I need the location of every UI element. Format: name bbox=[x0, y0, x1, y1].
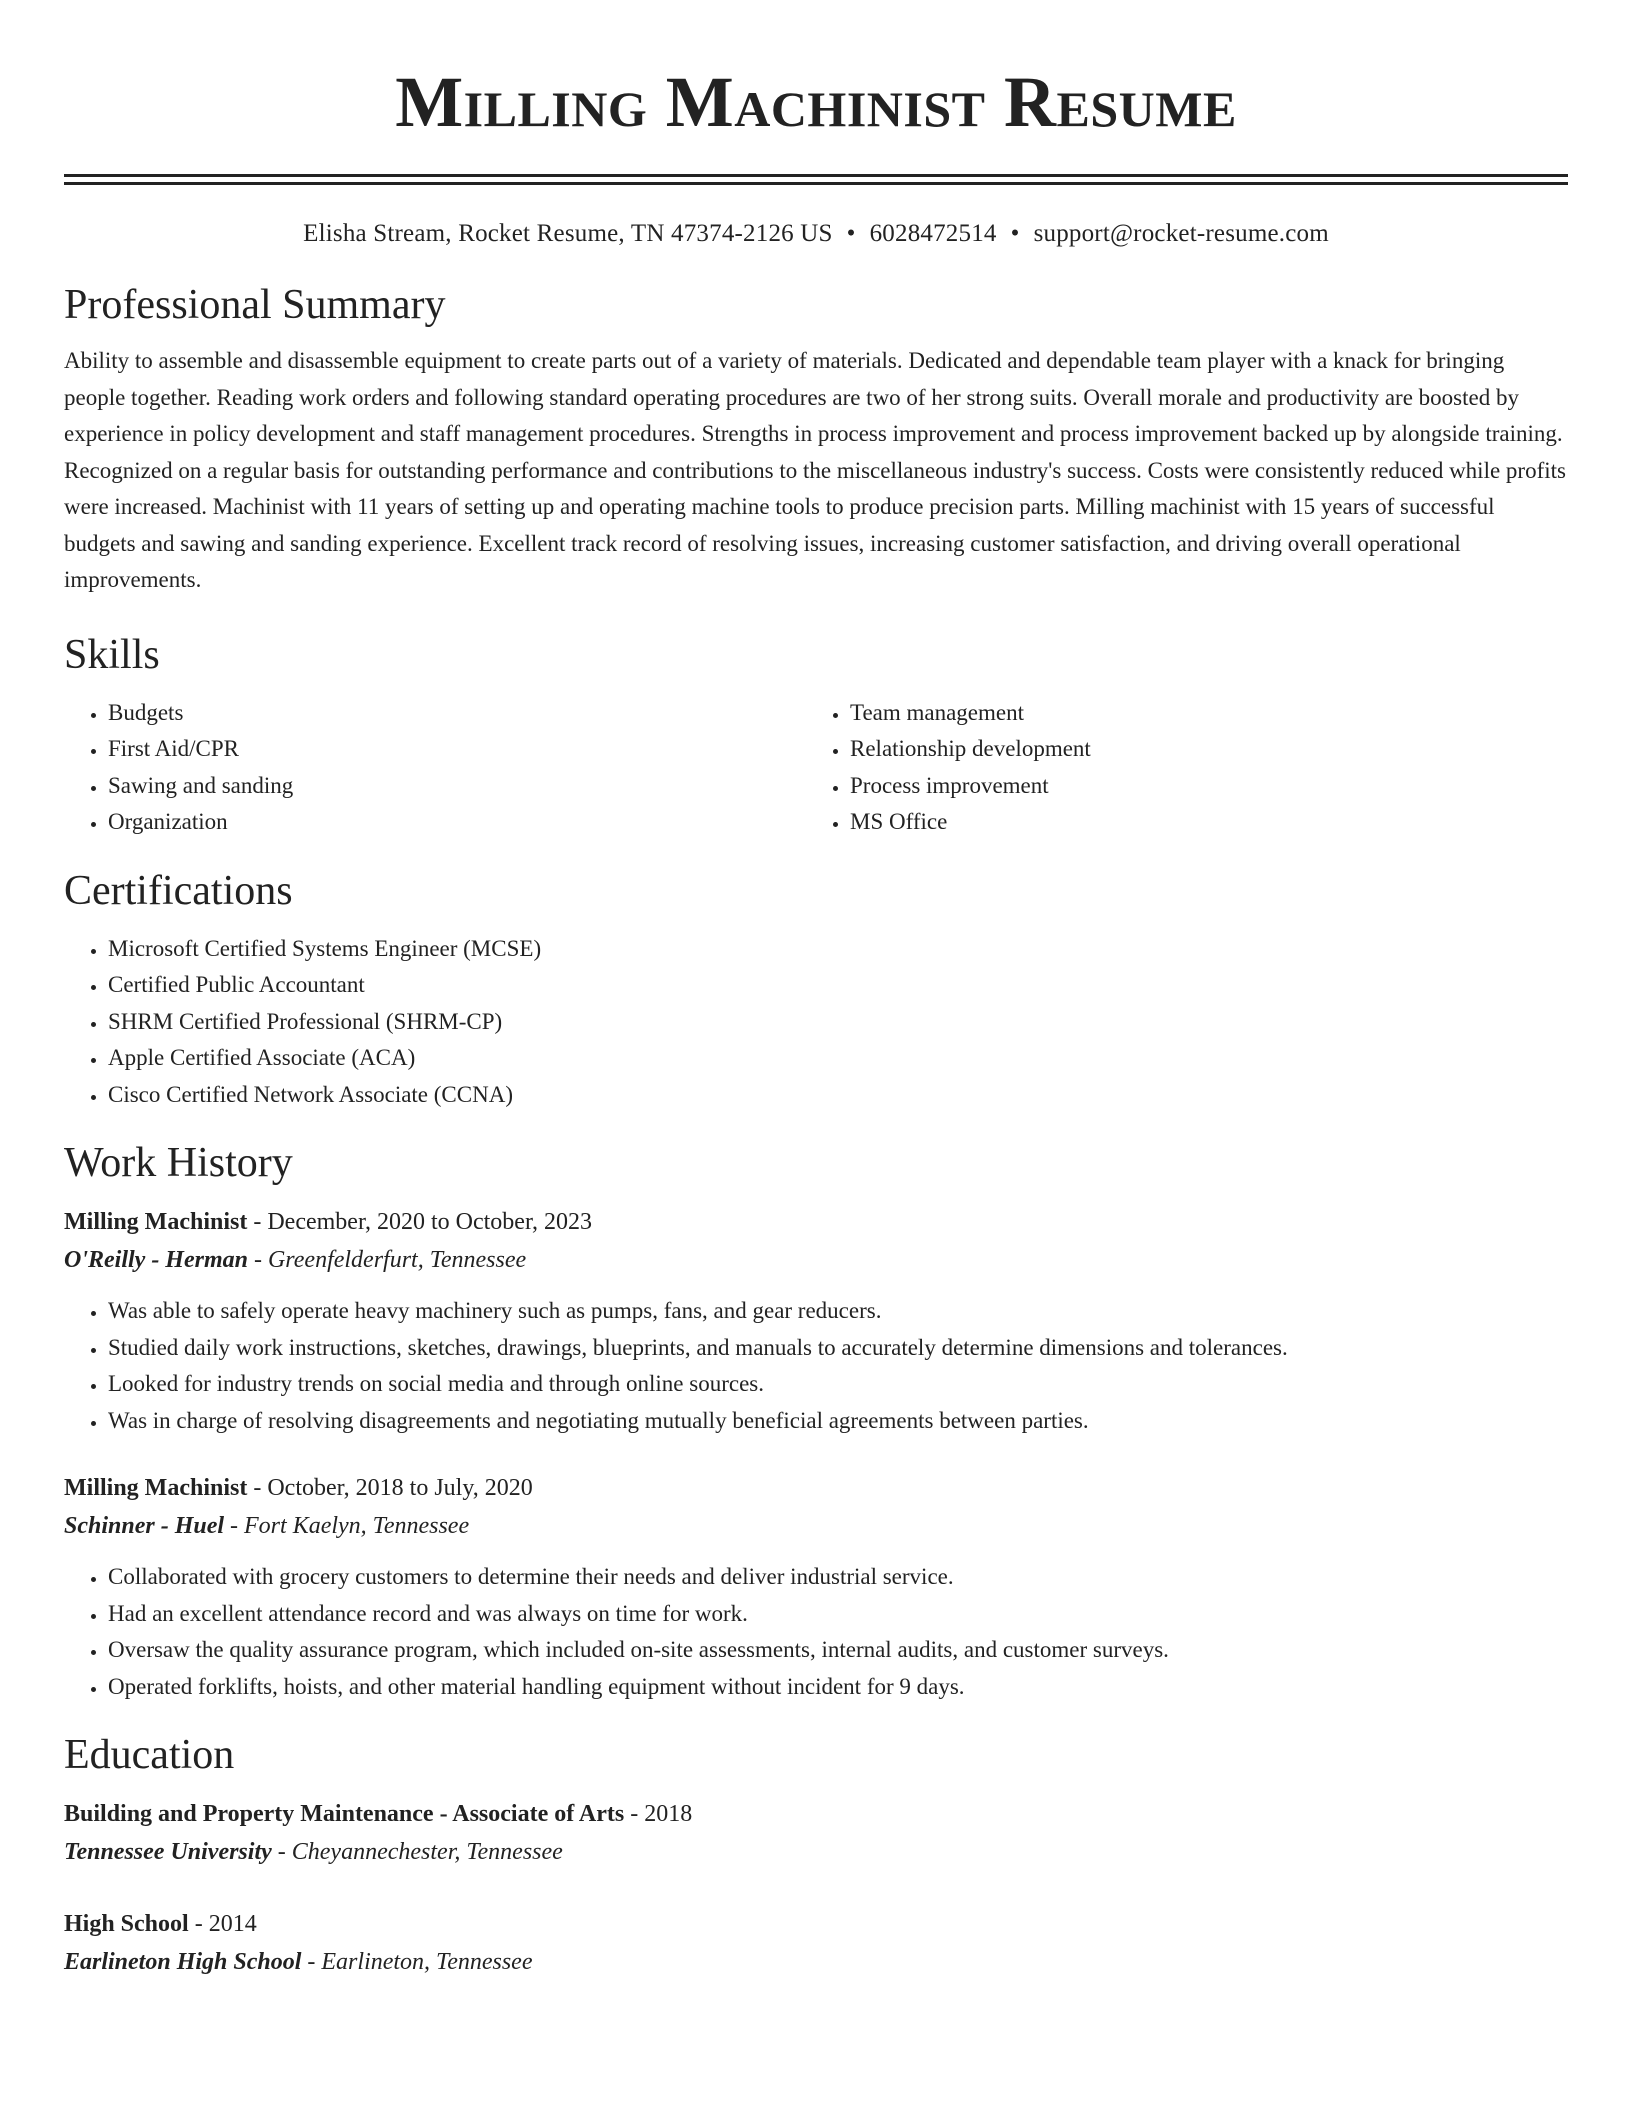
certification-item: • Cisco Certified Network Associate (CCNA) bbox=[108, 1077, 1568, 1114]
education-year: - 2014 bbox=[188, 1911, 257, 1937]
summary-heading: Professional Summary bbox=[64, 282, 446, 328]
education-location: - Earlineton, Tennessee bbox=[301, 1949, 533, 1975]
certification-item: • Microsoft Certified Systems Engineer (MCSE) bbox=[108, 931, 1568, 968]
job-dates: - October, 2018 to July, 2020 bbox=[247, 1475, 533, 1501]
skills-list-left bbox=[64, 695, 806, 841]
skill-item: • Sawing and sanding bbox=[108, 768, 806, 805]
education-school: Tennessee University bbox=[64, 1839, 272, 1865]
certifications-heading: Certifications bbox=[64, 867, 293, 914]
job-company-line bbox=[64, 1507, 1568, 1545]
job-company: Schinner - Huel bbox=[64, 1513, 225, 1539]
education-location: - Cheyannechester, Tennessee bbox=[271, 1839, 563, 1865]
job-bullets bbox=[64, 1559, 1568, 1705]
skills-grid bbox=[64, 695, 1568, 841]
certifications-list bbox=[64, 931, 1568, 1114]
education-degree: High School bbox=[64, 1911, 189, 1937]
contact-line bbox=[64, 217, 1568, 251]
education-school: Earlineton High School bbox=[64, 1949, 302, 1975]
job-location: - Fort Kaelyn, Tennessee bbox=[224, 1513, 470, 1539]
job-location: - Greenfelderfurt, Tennessee bbox=[247, 1247, 527, 1273]
skill-item: • Relationship development bbox=[850, 731, 1548, 768]
title-double-rule bbox=[64, 174, 1568, 185]
job-company-line bbox=[64, 1241, 1568, 1279]
job-title-line bbox=[64, 1469, 1568, 1507]
job-title-line bbox=[64, 1203, 1568, 1241]
skill-item: • MS Office bbox=[850, 804, 1548, 841]
job-bullet: • Oversaw the quality assurance program, which included on-site assessments, internal audits, and customer surveys. bbox=[108, 1632, 1568, 1669]
summary-section bbox=[64, 279, 1568, 599]
job-bullets bbox=[64, 1293, 1568, 1439]
job-bullet: • Looked for industry trends on social media and through online sources. bbox=[108, 1366, 1568, 1403]
contact-address: Elisha Stream, Rocket Resume, TN 47374-2126 US bbox=[303, 220, 833, 247]
contact-separator: • bbox=[846, 220, 856, 247]
contact-separator: • bbox=[1010, 220, 1020, 247]
skills-heading: Skills bbox=[64, 631, 160, 678]
job-bullet: • Had an excellent attendance record and was always on time for work. bbox=[108, 1596, 1568, 1633]
education-school-line bbox=[64, 1833, 1568, 1871]
education-degree-line bbox=[64, 1905, 1568, 1943]
skill-item: • Budgets bbox=[108, 695, 806, 732]
certification-item: • SHRM Certified Professional (SHRM-CP) bbox=[108, 1004, 1568, 1041]
certification-item: • Apple Certified Associate (ACA) bbox=[108, 1040, 1568, 1077]
contact-email: support@rocket-resume.com bbox=[1033, 220, 1329, 247]
job-bullet: • Collaborated with grocery customers to determine their needs and deliver industrial service. bbox=[108, 1559, 1568, 1596]
job-bullet: • Was in charge of resolving disagreements and negotiating mutually beneficial agreements between parties. bbox=[108, 1403, 1568, 1440]
work-history-section bbox=[64, 1137, 1568, 1705]
certifications-section bbox=[64, 865, 1568, 1114]
education-heading: Education bbox=[64, 1732, 235, 1778]
education-school-line bbox=[64, 1943, 1568, 1981]
summary-text: Ability to assemble and disassemble equipment to create parts out of a variety of materials. Dedicated and dependable team player with a knack for bringing people together. Reading work orders and following standard operating procedures are two of her strong suits. Overall morale and productivity are boosted by experience in policy development and staff management procedures. Strengths in process improvement and process improvement backed up by alongside training. Recognized on a regular basis for outstanding performance and contributions to the miscellaneous industry's success. Costs were consistently reduced while profits were increased. Machinist with 11 years of setting up and operating machine tools to produce precision parts. Milling machinist with 15 years of successful budgets and sawing and sanding experience. Excellent track record of resolving issues, increasing customer satisfaction, and driving overall operational improvements. bbox=[64, 348, 1566, 592]
work-history-heading: Work History bbox=[64, 1140, 293, 1186]
education-degree: Building and Property Maintenance - Associate of Arts bbox=[64, 1801, 625, 1827]
skills-section bbox=[64, 629, 1568, 841]
job-bullet: • Was able to safely operate heavy machinery such as pumps, fans, and gear reducers. bbox=[108, 1293, 1568, 1330]
skills-list-right bbox=[806, 695, 1548, 841]
education-year: - 2018 bbox=[624, 1801, 693, 1827]
job-bullet: • Operated forklifts, hoists, and other material handling equipment without incident for 9 days. bbox=[108, 1669, 1568, 1706]
skill-item: • First Aid/CPR bbox=[108, 731, 806, 768]
contact-phone: 6028472514 bbox=[869, 220, 997, 247]
education-degree-line bbox=[64, 1795, 1568, 1833]
resume-title: Milling Machinist Resume bbox=[395, 62, 1237, 142]
skill-item: • Team management bbox=[850, 695, 1548, 732]
job-title: Milling Machinist bbox=[64, 1209, 248, 1235]
skill-item: • Organization bbox=[108, 804, 806, 841]
certification-item: • Certified Public Accountant bbox=[108, 967, 1568, 1004]
skill-item: • Process improvement bbox=[850, 768, 1548, 805]
job-title: Milling Machinist bbox=[64, 1475, 248, 1501]
education-section bbox=[64, 1729, 1568, 1981]
job-company: O'Reilly - Herman bbox=[64, 1247, 248, 1273]
job-bullet: • Studied daily work instructions, sketches, drawings, blueprints, and manuals to accurately determine dimensions and tolerances. bbox=[108, 1330, 1568, 1367]
job-dates: - December, 2020 to October, 2023 bbox=[247, 1209, 592, 1235]
